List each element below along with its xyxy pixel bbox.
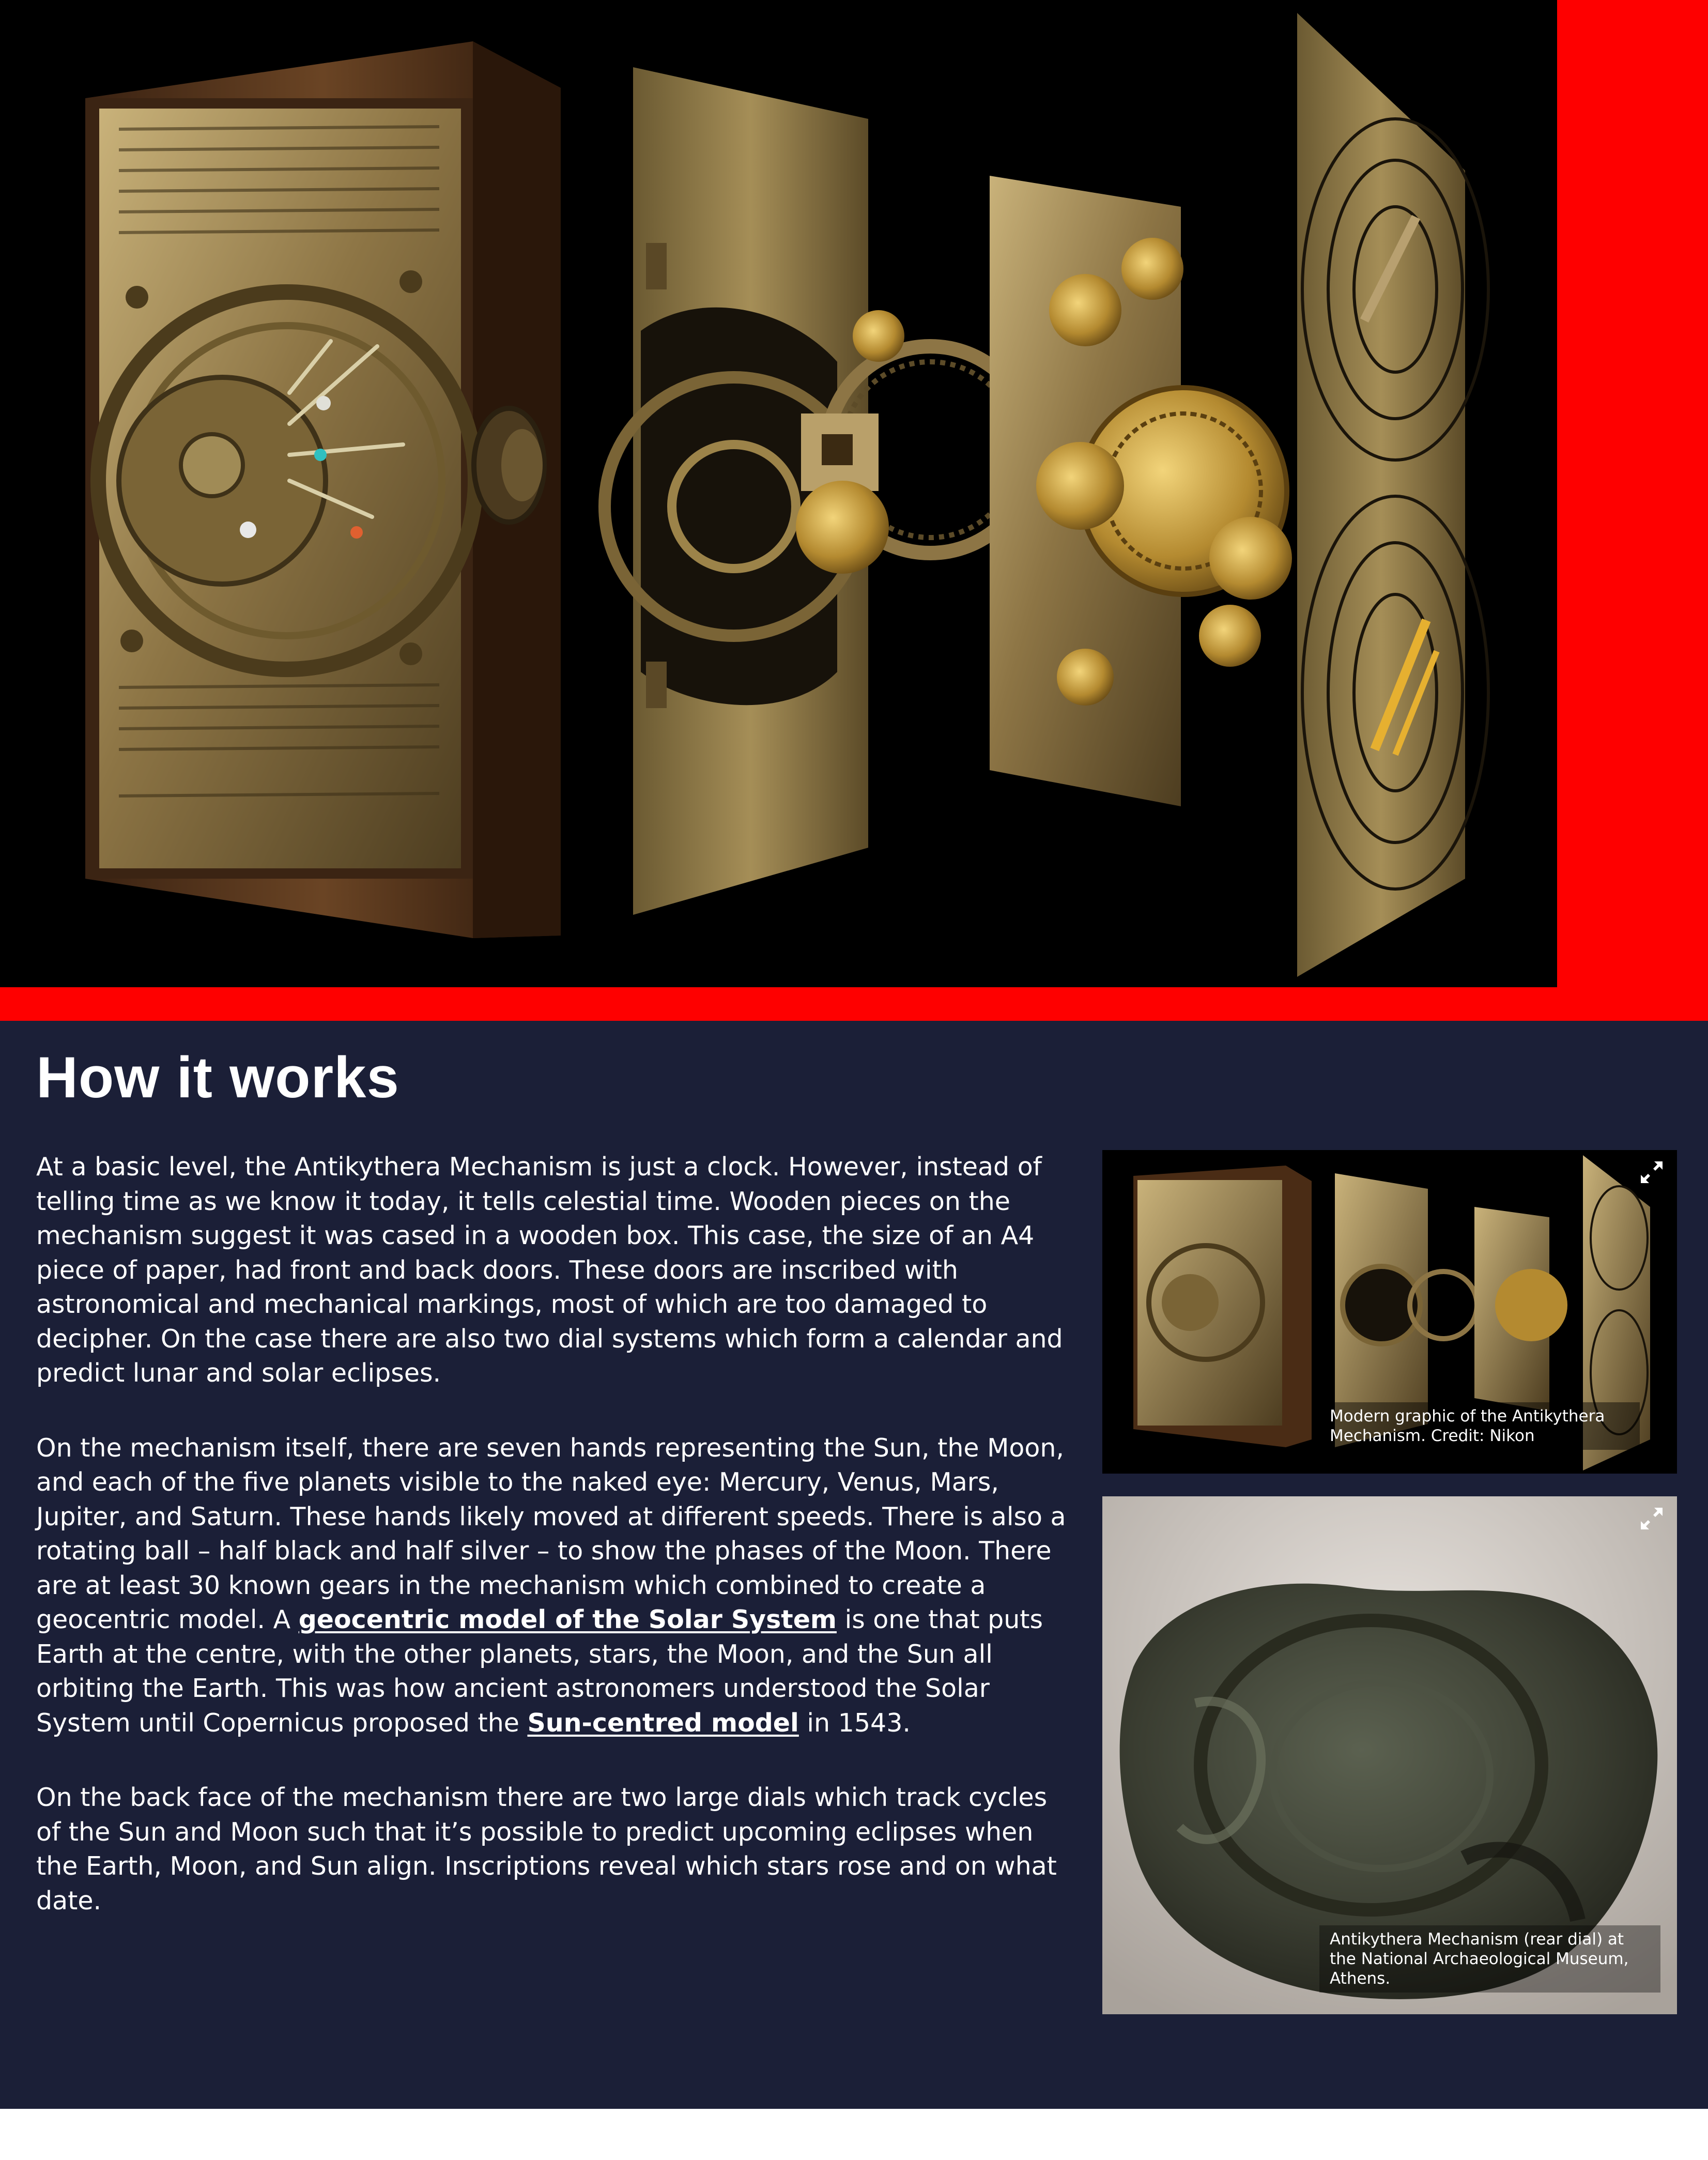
- expand-icon[interactable]: [1638, 1505, 1666, 1533]
- hero-image: [0, 0, 1557, 987]
- figure-museum-photo[interactable]: [1102, 1496, 1677, 2014]
- how-it-works-section: [0, 1021, 1708, 2109]
- paragraph-1: At a basic level, the Antikythera Mechanism is just a clock. However, instead of telling time as we know it today, it tells celestial time. Wooden pieces on the mechanism suggest it was cased in a wooden box. This case, the size of an A4 piece of paper, had front and back doors. These doors are inscribed with astronomical and mechanical markings, most of which are too damaged to decipher. On the case there are also two dial systems which form a calendar and predict lunar and solar eclipses.: [36, 1152, 1063, 1388]
- hero-banner: [0, 0, 1708, 1021]
- paragraph-3: On the back face of the mechanism there are two large dials which track cycles of the Sun and Moon such that it’s possible to predict upcoming eclipses when the Earth, Moon, and Sun align. Inscriptions reveal which stars rose and on what date.: [36, 1783, 1057, 1916]
- section-title: How it works: [36, 1045, 399, 1110]
- sun-centred-model-link[interactable]: Sun-centred model: [527, 1708, 799, 1738]
- article-body: [36, 1150, 1072, 1958]
- paragraph-2-text-b: is one that puts Earth at the centre, with the other planets, stars, the Moon, and the Sun all orbiting the Earth. This was how ancient astronomers understood the Solar System until Copernicus proposed the: [36, 1605, 1043, 1738]
- paragraph-2: [36, 1431, 1072, 1741]
- expand-icon[interactable]: [1638, 1158, 1666, 1186]
- figure-caption: Modern graphic of the Antikythera Mechanism. Credit: Nikon: [1319, 1402, 1640, 1450]
- figure-modern-graphic[interactable]: [1102, 1150, 1677, 1474]
- figure-caption: Antikythera Mechanism (rear dial) at the National Archaeological Museum, Athens.: [1319, 1925, 1660, 1993]
- geocentric-model-link[interactable]: geocentric model of the Solar System: [298, 1605, 837, 1634]
- page-footer-strip: [0, 2109, 1708, 2160]
- paragraph-2-text-c: in 1543.: [798, 1708, 911, 1738]
- mechanism-exploded-illustration: [0, 0, 1557, 987]
- paragraph-2-text-a: On the mechanism itself, there are seven hands representing the Sun, the Moon, and each of the five planets visible to the naked eye: Mercury, Venus, Mars, Jupiter, and Saturn. These hands likely moved at different speeds. There is also a rotating ball – half black and half silver – to show the phases of the Moon. There are at least 30 known gears in the mechanism which combined to create a geocentric model. A: [36, 1433, 1066, 1634]
